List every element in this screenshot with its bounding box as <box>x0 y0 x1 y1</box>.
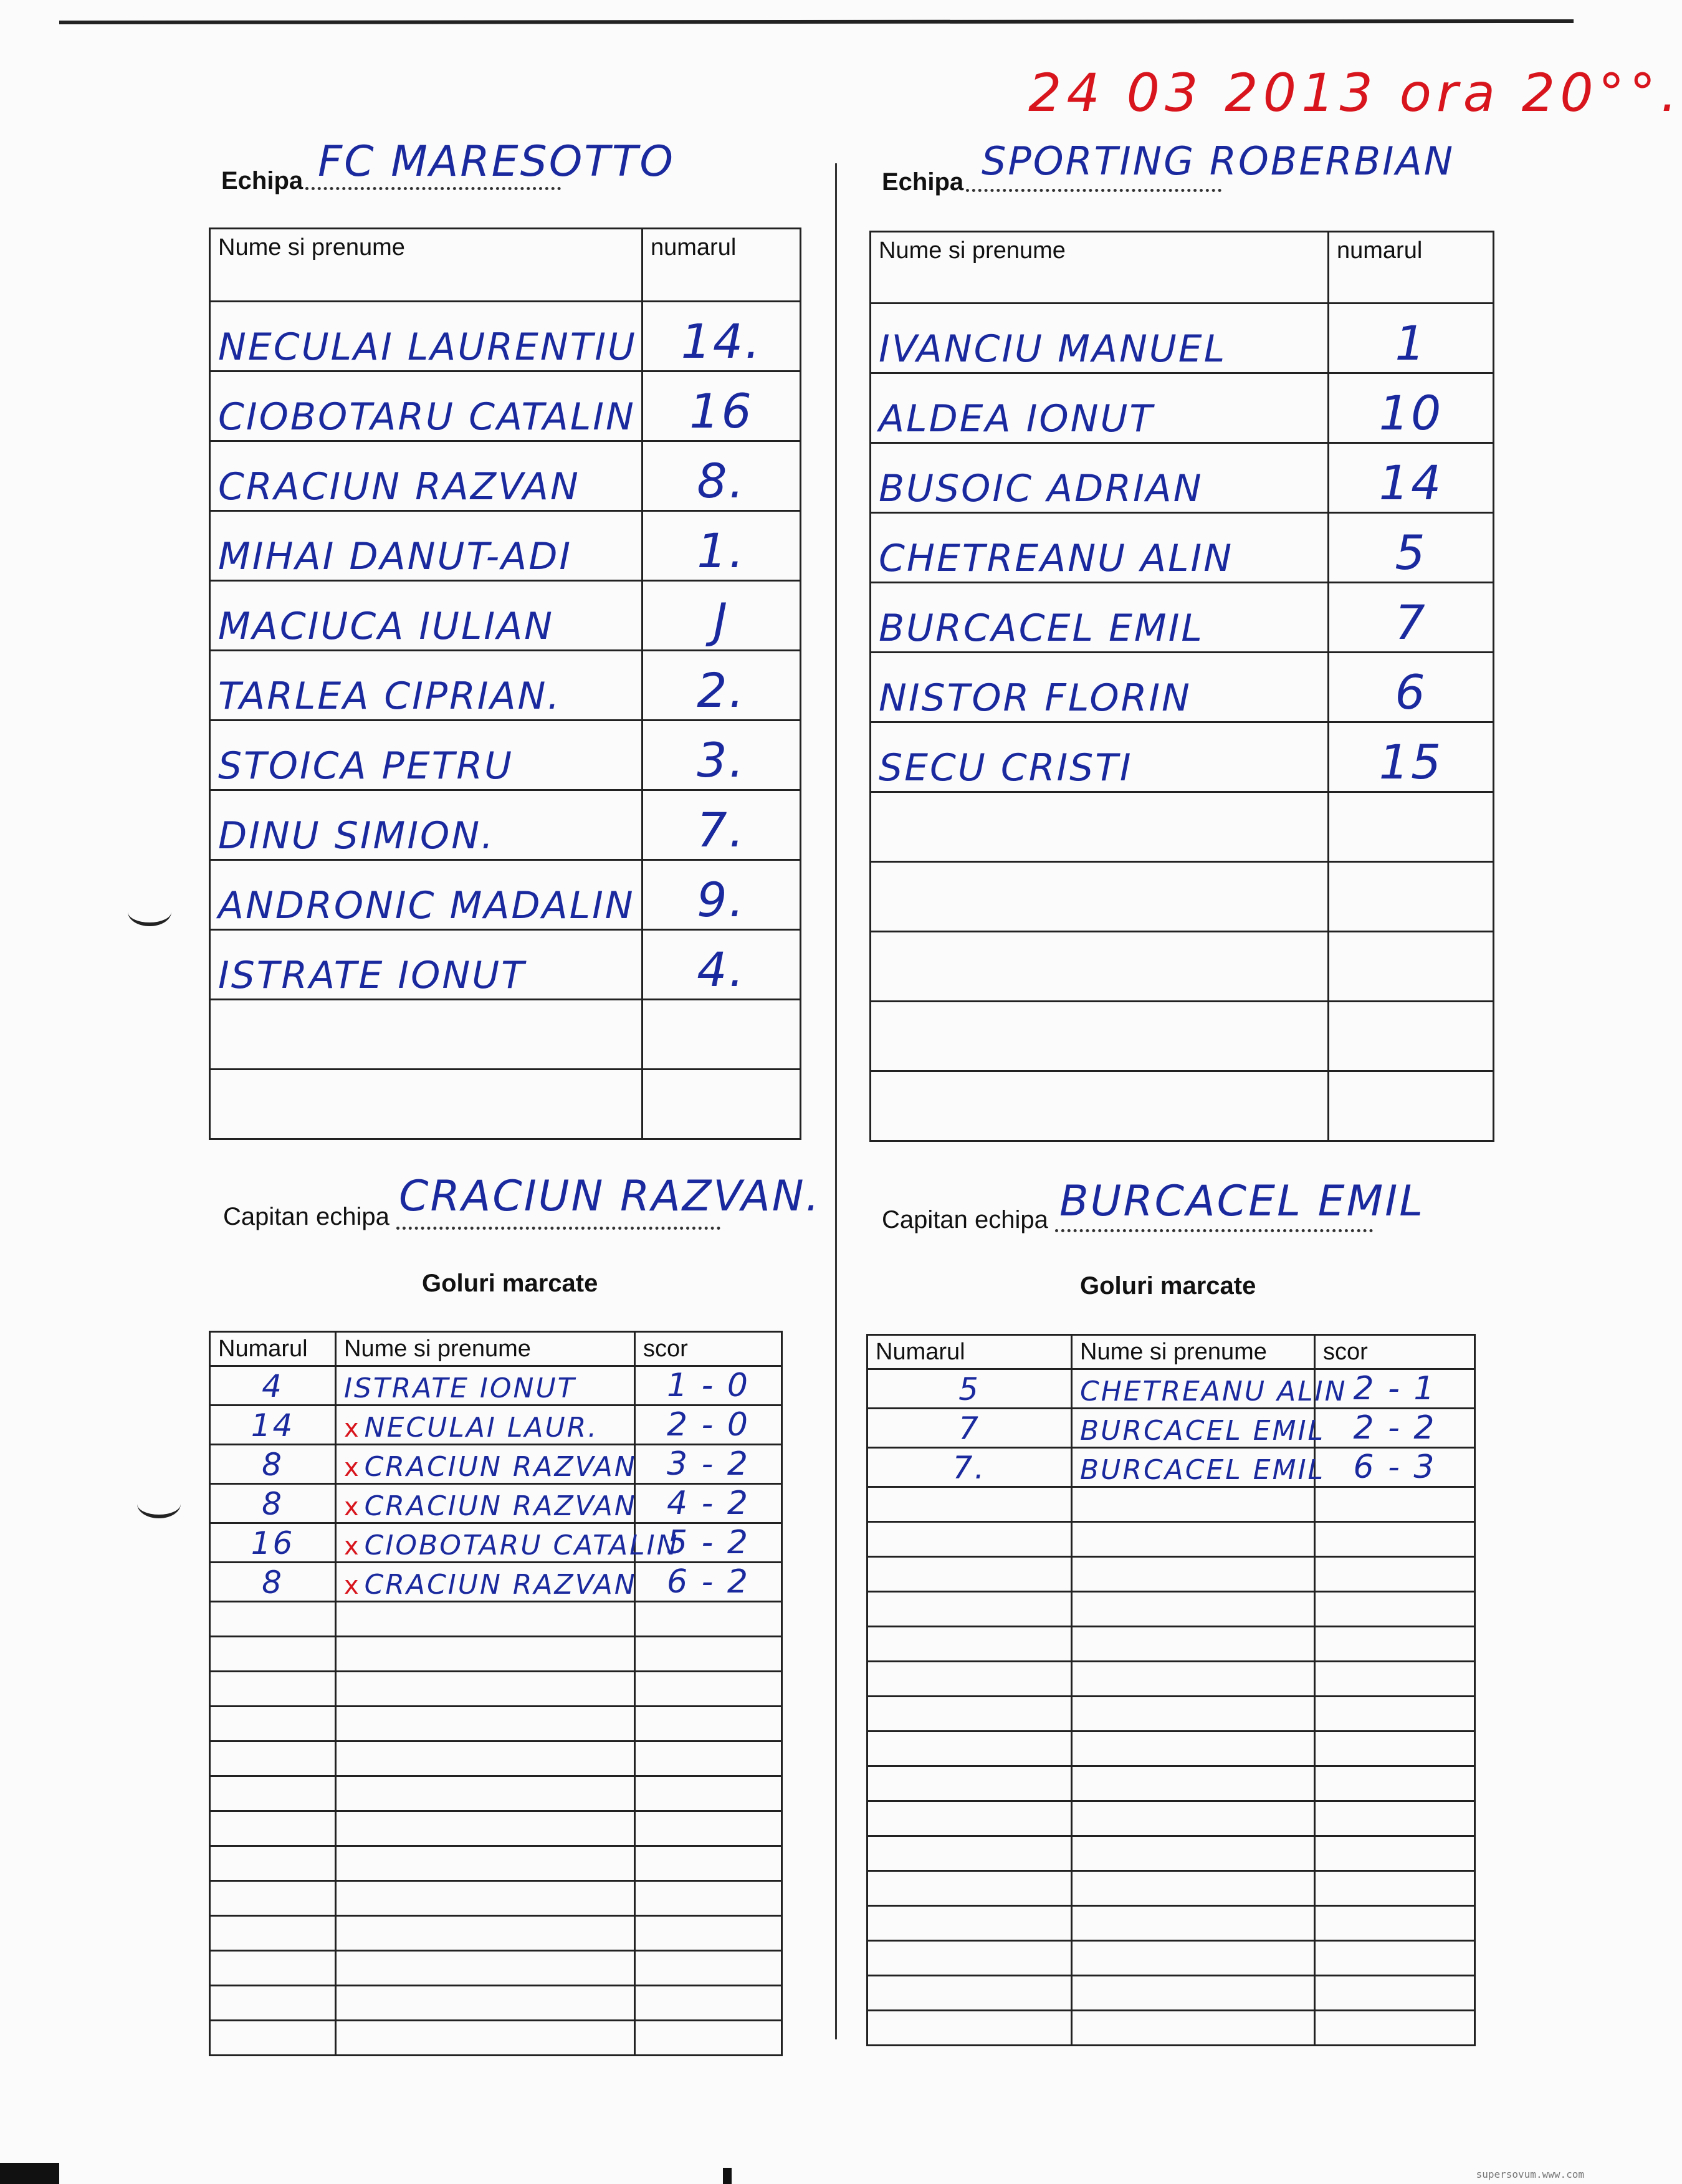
player-name <box>871 1071 1329 1141</box>
goal-player-name <box>336 1523 679 1563</box>
goal-player-name <box>1072 1448 1326 1487</box>
goal-player-number <box>210 1707 336 1741</box>
roster-row <box>871 932 1494 1002</box>
goal-score <box>635 1602 782 1637</box>
player-name: CHETREANU ALIN <box>871 513 1329 583</box>
goal-score <box>1315 1662 1475 1697</box>
roster-row <box>871 1071 1494 1141</box>
red-check-mark: x <box>344 1454 361 1482</box>
roster-row <box>871 792 1494 862</box>
player-number: 1. <box>643 511 801 581</box>
goal-player-number: 4 <box>210 1366 336 1406</box>
goal-score <box>1315 1766 1475 1801</box>
right-team-dotted-line <box>966 189 1221 192</box>
right-goals-header-score: scor <box>1315 1335 1475 1369</box>
goal-score <box>635 1707 782 1741</box>
goal-score <box>635 1776 782 1811</box>
goal-player-number <box>210 1637 336 1672</box>
left-goals-header-number: Numarul <box>210 1332 336 1366</box>
player-name: CRACIUN RAZVAN <box>210 441 643 511</box>
goal-score <box>1315 1487 1475 1522</box>
goal-score: 2 - 2 <box>1315 1409 1475 1448</box>
goal-player-name <box>336 1811 635 1846</box>
goal-row <box>867 1836 1475 1871</box>
goal-row <box>210 1776 782 1811</box>
goal-player-name <box>336 1406 635 1445</box>
goal-score <box>635 1811 782 1846</box>
goal-player-name <box>336 1776 635 1811</box>
player-name: BUSOIC ADRIAN <box>871 443 1329 513</box>
left-captain-label: Capitan echipa <box>223 1203 389 1230</box>
goal-score <box>1315 1627 1475 1662</box>
goal-player-name-text: CRACIUN RAZVAN <box>364 1490 637 1522</box>
goal-row <box>867 1662 1475 1697</box>
goal-player-name <box>336 1445 635 1484</box>
goal-score: 2 - 1 <box>1315 1369 1475 1409</box>
goal-row <box>867 1976 1475 2011</box>
goal-row <box>867 1871 1475 1906</box>
goal-row <box>210 1637 782 1672</box>
goal-player-name <box>1072 1662 1315 1697</box>
player-name: ISTRATE IONUT <box>210 930 643 1000</box>
player-number <box>1329 932 1494 1002</box>
player-name: NECULAI LAURENTIU <box>210 302 643 371</box>
goal-row <box>210 1484 782 1523</box>
left-goals-title: Goluri marcate <box>422 1270 598 1297</box>
roster-row <box>871 722 1494 792</box>
roster-row <box>210 302 801 371</box>
goal-player-number <box>210 1916 336 1951</box>
goal-player-number <box>867 1836 1072 1871</box>
roster-row <box>210 581 801 651</box>
goal-row <box>867 1369 1475 1409</box>
goal-player-number <box>867 1662 1072 1697</box>
goal-score: 6 - 2 <box>635 1563 782 1602</box>
goal-row <box>210 1366 782 1406</box>
player-number: 14. <box>643 302 801 371</box>
left-captain-dotted-line <box>396 1227 720 1230</box>
goal-player-name-text: CHETREANU ALIN <box>1080 1376 1347 1407</box>
goal-row <box>867 1801 1475 1836</box>
player-name: ALDEA IONUT <box>871 373 1329 443</box>
roster-row <box>210 651 801 721</box>
roster-row <box>210 1070 801 1139</box>
goal-row <box>210 1846 782 1881</box>
goal-row <box>210 2021 782 2056</box>
goal-player-name <box>336 1637 635 1672</box>
player-name <box>210 1070 643 1139</box>
player-number: 14 <box>1329 443 1494 513</box>
goal-player-number: 7. <box>867 1448 1072 1487</box>
player-number: 3. <box>643 721 801 790</box>
goal-row <box>867 1766 1475 1801</box>
left-roster-header-name: Nume si prenume <box>210 229 643 302</box>
roster-row <box>210 1000 801 1070</box>
player-name: DINU SIMION. <box>210 790 643 860</box>
goal-score <box>635 1881 782 1916</box>
goal-player-name <box>1072 2011 1315 2046</box>
goal-score <box>635 2021 782 2056</box>
goal-player-name <box>1072 1487 1315 1522</box>
goal-player-number: 8 <box>210 1484 336 1523</box>
goal-player-number <box>867 2011 1072 2046</box>
goal-score <box>1315 1906 1475 1941</box>
goal-player-name-text: NECULAI LAUR. <box>364 1412 599 1444</box>
goal-player-number: 16 <box>210 1523 336 1563</box>
goal-score: 5 - 2 <box>635 1523 782 1563</box>
goal-player-number <box>867 1487 1072 1522</box>
goal-player-name <box>336 1741 635 1776</box>
roster-row <box>871 513 1494 583</box>
right-roster-table <box>869 231 1494 1142</box>
goal-player-number <box>867 1801 1072 1836</box>
goal-score <box>1315 1941 1475 1976</box>
punch-hole-mark <box>137 1490 181 1518</box>
right-team-label: Echipa <box>882 168 964 196</box>
goal-score <box>635 1637 782 1672</box>
goal-row <box>210 1707 782 1741</box>
goal-player-name <box>1072 1731 1315 1766</box>
goal-player-name <box>336 1672 635 1707</box>
goal-row <box>867 1941 1475 1976</box>
goal-player-number: 5 <box>867 1369 1072 1409</box>
goal-player-name <box>1072 1976 1315 2011</box>
player-number: J <box>643 581 801 651</box>
goal-player-name <box>336 1602 635 1637</box>
player-number <box>1329 1071 1494 1141</box>
goal-player-name <box>336 1366 635 1406</box>
goal-player-name-text: CIOBOTARU CATALIN <box>364 1530 679 1561</box>
player-number <box>1329 792 1494 862</box>
goal-player-number <box>867 1627 1072 1662</box>
goal-score <box>1315 1836 1475 1871</box>
goal-player-name <box>336 1916 635 1951</box>
player-name <box>871 1002 1329 1071</box>
goal-player-name <box>1072 1871 1315 1906</box>
right-roster-header-number: numarul <box>1329 232 1494 304</box>
player-name: TARLEA CIPRIAN. <box>210 651 643 721</box>
goal-player-number <box>867 1557 1072 1592</box>
goal-row <box>210 1672 782 1707</box>
scan-edge-mark <box>0 2163 59 2184</box>
player-name: SECU CRISTI <box>871 722 1329 792</box>
goal-row <box>867 1592 1475 1627</box>
goal-player-number <box>867 1941 1072 1976</box>
goal-row <box>867 1448 1475 1487</box>
goal-row <box>210 1916 782 1951</box>
roster-row <box>871 1002 1494 1071</box>
goal-row <box>210 1811 782 1846</box>
goal-player-name <box>336 1881 635 1916</box>
roster-row <box>871 304 1494 373</box>
goal-player-number <box>867 1731 1072 1766</box>
roster-row <box>210 860 801 930</box>
goal-row <box>210 1563 782 1602</box>
goal-score: 4 - 2 <box>635 1484 782 1523</box>
goal-row <box>210 1741 782 1776</box>
right-captain-label: Capitan echipa <box>882 1206 1048 1233</box>
player-number: 2. <box>643 651 801 721</box>
player-number: 7. <box>643 790 801 860</box>
goal-player-name <box>336 1563 635 1602</box>
roster-row <box>210 511 801 581</box>
goal-row <box>867 1627 1475 1662</box>
left-goals-table <box>209 1331 783 2056</box>
red-check-mark: x <box>344 1414 361 1443</box>
goal-score <box>635 1672 782 1707</box>
goal-player-name <box>1072 1369 1347 1409</box>
goal-player-number <box>210 1602 336 1637</box>
left-captain-name: CRACIUN RAZVAN. <box>399 1172 821 1221</box>
goal-player-number: 8 <box>210 1445 336 1484</box>
goal-row <box>867 1906 1475 1941</box>
goal-player-name <box>1072 1906 1315 1941</box>
player-name: IVANCIU MANUEL <box>871 304 1329 373</box>
goal-player-number <box>867 1522 1072 1557</box>
goal-player-number: 14 <box>210 1406 336 1445</box>
goal-player-name <box>1072 1941 1315 1976</box>
goal-score: 2 - 0 <box>635 1406 782 1445</box>
goal-player-name <box>336 1846 635 1881</box>
player-name: NISTOR FLORIN <box>871 653 1329 722</box>
player-name: ANDRONIC MADALIN <box>210 860 643 930</box>
goal-score <box>635 1986 782 2021</box>
punch-hole-mark <box>128 898 171 926</box>
goal-row <box>867 2011 1475 2046</box>
goal-player-name <box>336 1484 635 1523</box>
player-number: 16 <box>643 371 801 441</box>
goal-player-number <box>867 1697 1072 1731</box>
goal-score <box>1315 2011 1475 2046</box>
goal-player-number <box>210 1741 336 1776</box>
goal-player-name-text: BURCACEL EMIL <box>1080 1415 1326 1447</box>
roster-row <box>210 721 801 790</box>
goal-row <box>210 1406 782 1445</box>
roster-row <box>871 583 1494 653</box>
right-goals-title: Goluri marcate <box>1080 1272 1256 1300</box>
goal-row <box>210 1881 782 1916</box>
left-roster-table <box>209 228 801 1140</box>
goal-player-name <box>1072 1801 1315 1836</box>
player-number: 1 <box>1329 304 1494 373</box>
player-name: CIOBOTARU CATALIN <box>210 371 643 441</box>
red-check-mark: x <box>344 1493 361 1521</box>
goal-player-number <box>867 1976 1072 2011</box>
roster-row <box>871 862 1494 932</box>
right-team-name: SPORTING ROBERBIAN <box>982 138 1455 184</box>
goal-row <box>867 1731 1475 1766</box>
goal-score <box>1315 1976 1475 2011</box>
right-goals-header-number: Numarul <box>867 1335 1072 1369</box>
goal-player-name <box>1072 1766 1315 1801</box>
roster-row <box>210 930 801 1000</box>
goal-player-number <box>210 1846 336 1881</box>
goal-score: 6 - 3 <box>1315 1448 1475 1487</box>
goal-player-number <box>867 1906 1072 1941</box>
goal-player-number: 8 <box>210 1563 336 1602</box>
red-check-mark: x <box>344 1571 361 1600</box>
roster-row <box>210 371 801 441</box>
goal-row <box>867 1522 1475 1557</box>
goal-player-name-text: BURCACEL EMIL <box>1080 1454 1326 1486</box>
goal-player-number <box>210 1881 336 1916</box>
goal-player-number <box>210 1672 336 1707</box>
goal-row <box>867 1557 1475 1592</box>
roster-row <box>871 653 1494 722</box>
red-check-mark: x <box>344 1532 361 1561</box>
scan-edge-mark <box>723 2168 732 2184</box>
player-number: 6 <box>1329 653 1494 722</box>
goal-score <box>1315 1557 1475 1592</box>
goal-player-number <box>210 2021 336 2056</box>
goal-row <box>210 1445 782 1484</box>
goal-player-name <box>1072 1409 1326 1448</box>
right-goals-table <box>866 1334 1476 2046</box>
goal-player-number <box>210 1811 336 1846</box>
goal-player-name <box>336 1951 635 1986</box>
player-number <box>643 1070 801 1139</box>
goal-player-number <box>867 1871 1072 1906</box>
match-date: 24 03 2013 ora 20°°. <box>1028 62 1682 123</box>
goal-score <box>635 1916 782 1951</box>
player-number <box>1329 1002 1494 1071</box>
player-name: BURCACEL EMIL <box>871 583 1329 653</box>
goal-player-name <box>1072 1592 1315 1627</box>
goal-player-name <box>1072 1836 1315 1871</box>
player-name <box>210 1000 643 1070</box>
watermark: supersovum.www.com <box>1476 2168 1584 2180</box>
right-captain-dotted-line <box>1055 1229 1373 1232</box>
left-team-name: FC MARESOTTO <box>318 137 675 186</box>
goal-row <box>867 1487 1475 1522</box>
goal-player-name <box>1072 1522 1315 1557</box>
center-divider <box>835 163 837 2039</box>
left-goals-header-name: Nume si prenume <box>336 1332 635 1366</box>
goal-player-number: 7 <box>867 1409 1072 1448</box>
goal-player-number <box>867 1766 1072 1801</box>
goal-player-name <box>1072 1557 1315 1592</box>
top-border-line <box>59 19 1574 24</box>
goal-score: 1 - 0 <box>635 1366 782 1406</box>
goal-row <box>210 1523 782 1563</box>
goal-row <box>867 1697 1475 1731</box>
roster-row <box>210 790 801 860</box>
player-number: 5 <box>1329 513 1494 583</box>
goal-score <box>1315 1731 1475 1766</box>
goal-player-name-text: CRACIUN RAZVAN <box>364 1451 637 1483</box>
goal-score <box>635 1846 782 1881</box>
goal-row <box>867 1409 1475 1448</box>
player-number: 15 <box>1329 722 1494 792</box>
left-team-dotted-line <box>305 187 561 190</box>
player-name <box>871 792 1329 862</box>
player-number <box>643 1000 801 1070</box>
goal-row <box>210 1986 782 2021</box>
left-roster-header-number: numarul <box>643 229 801 302</box>
player-name: STOICA PETRU <box>210 721 643 790</box>
goal-player-name-text: CRACIUN RAZVAN <box>364 1569 637 1601</box>
goal-row <box>210 1602 782 1637</box>
goal-row <box>210 1951 782 1986</box>
goal-player-name-text: ISTRATE IONUT <box>344 1372 576 1404</box>
goal-player-name <box>1072 1697 1315 1731</box>
goal-player-name <box>336 1986 635 2021</box>
player-number: 4. <box>643 930 801 1000</box>
player-number <box>1329 862 1494 932</box>
player-name: MIHAI DANUT-ADI <box>210 511 643 581</box>
player-name: MACIUCA IULIAN <box>210 581 643 651</box>
roster-row <box>210 441 801 511</box>
player-name <box>871 932 1329 1002</box>
right-roster-header-name: Nume si prenume <box>871 232 1329 304</box>
right-goals-header-name: Nume si prenume <box>1072 1335 1315 1369</box>
left-goals-header-score: scor <box>635 1332 782 1366</box>
goal-score <box>635 1951 782 1986</box>
goal-score <box>1315 1871 1475 1906</box>
goal-score <box>1315 1522 1475 1557</box>
goal-player-number <box>867 1592 1072 1627</box>
goal-score <box>635 1741 782 1776</box>
goal-player-name <box>1072 1627 1315 1662</box>
left-team-label: Echipa <box>221 167 303 194</box>
goal-score <box>1315 1801 1475 1836</box>
goal-player-name <box>336 2021 635 2056</box>
goal-score <box>1315 1592 1475 1627</box>
roster-row <box>871 373 1494 443</box>
player-number: 10 <box>1329 373 1494 443</box>
player-number: 7 <box>1329 583 1494 653</box>
goal-score: 3 - 2 <box>635 1445 782 1484</box>
player-name <box>871 862 1329 932</box>
goal-player-number <box>210 1986 336 2021</box>
goal-score <box>1315 1697 1475 1731</box>
goal-player-number <box>210 1776 336 1811</box>
player-number: 9. <box>643 860 801 930</box>
goal-player-number <box>210 1951 336 1986</box>
right-captain-name: BURCACEL EMIL <box>1059 1177 1425 1226</box>
roster-row <box>871 443 1494 513</box>
player-number: 8. <box>643 441 801 511</box>
goal-player-name <box>336 1707 635 1741</box>
